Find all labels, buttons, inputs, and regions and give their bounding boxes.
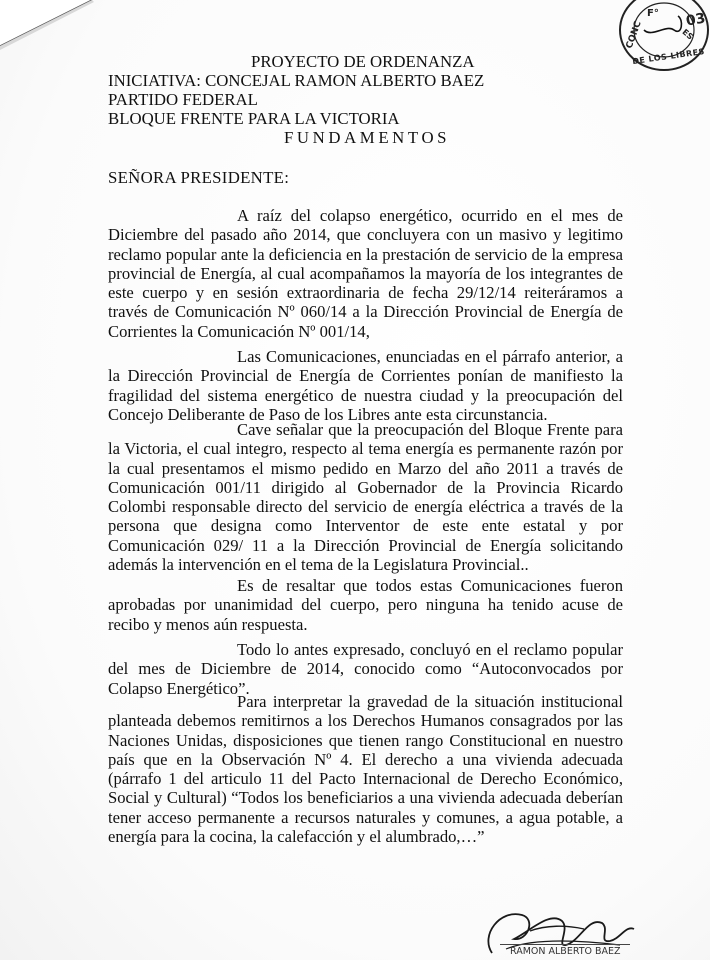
block-line: BLOQUE FRENTE PARA LA VICTORIA (108, 109, 400, 128)
paragraph: Cave señalar que la preocupación del Bloque Frente para la Victoria, el cual integro, respecto al tema energía es permanente razón por la cual presentamos el mismo pedido en Marzo del año 2011 a través de Comunicación 001/11 dirigido al Gobernador de la Provincia Ricardo Colombi responsable directo del servicio de energía eléctrica a través de la persona que designa como Interventor de este ente estatal y por Comunicación 029/ 11 a la Dirección Provincial de Energía solicitando además la intervención en el tema de la Legislatura Provincial.. (108, 420, 623, 575)
document-title: PROYECTO DE ORDENANZA (251, 52, 475, 71)
stamp-text-bottom: DE LOS LIBRES (631, 46, 706, 67)
salutation: SEÑORA PRESIDENTE: (108, 168, 290, 187)
paragraph: Las Comunicaciones, enunciadas en el párrafo anterior, a la Dirección Provincial de Energía de Corrientes ponían de manifiesto la fragilidad del sistema energético de nuestra ciudad y la preocupación del Concejo Deliberante de Paso de los Libres ante esta circunstancia. (108, 347, 623, 424)
initiative-line: INICIATIVA: CONCEJAL RAMON ALBERTO BAEZ (108, 71, 485, 90)
stamp-text-center: F° (647, 8, 659, 19)
signature-line (500, 944, 630, 945)
section-heading: FUNDAMENTOS (284, 128, 451, 147)
stamp-text-right: ES (680, 27, 695, 42)
party-line: PARTIDO FEDERAL (108, 90, 258, 109)
stamp-number: 03 (684, 10, 707, 30)
paragraph: Es de resaltar que todos estas Comunicaciones fueron aprobadas por unanimidad del cuerpo, pero ninguna ha tenido acuse de recibo y menos aún respuesta. (108, 576, 623, 634)
folded-corner (0, 0, 120, 60)
paragraph: Todo lo antes expresado, concluyó en el reclamo popular del mes de Diciembre de 2014, conocido como “Autoconvocados por Colapso Energético”. (108, 640, 623, 698)
paragraph: Para interpretar la gravedad de la situación institucional planteada debemos remitirnos a los Derechos Humanos consagrados por las Naciones Unidas, disposiciones que tienen rango Constitucional en nuestro país que en la Observación Nº 4. El derecho a una vivienda adecuada (párrafo 1 del articulo 11 del Pacto Internacional de Derecho Económico, Social y Cultural) “Todos los beneficiarios a una vivienda adecuada deberían tener acceso permanente a recursos naturales y comunes, a agua potable, a energía para la cocina, la calefacción y el alumbrado,…” (108, 692, 623, 847)
signature-name: RAMON ALBERTO BAEZ (510, 946, 621, 957)
paragraph: A raíz del colapso energético, ocurrido en el mes de Diciembre del pasado año 2014, que concluyera con un masivo y legitimo reclamo popular ante la deficiencia en la prestación de servicio de la empresa provincial de Energía, al cual acompañamos la mayoría de los integrantes de este cuerpo y en sesión extraordinaria de fecha 29/12/14 reiteráramos a través de Comunicación Nº 060/14 a la Dirección Provincial de Energía de Corrientes la Comunicación Nº 001/14, (108, 206, 623, 341)
office-stamp (614, 0, 710, 86)
stamp-text-left: CONC (624, 19, 644, 51)
